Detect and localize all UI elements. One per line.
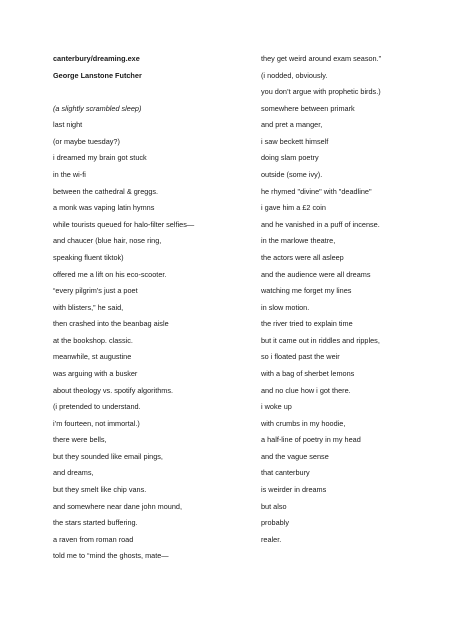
verse-line: about theology vs. spotify algorithms.	[53, 385, 174, 395]
verse-line: the river tried to explain time	[261, 319, 353, 329]
poem-author: George Lanstone Futcher	[53, 70, 142, 80]
verse-line: a half-line of poetry in my head	[261, 435, 361, 445]
stanza-spacer	[53, 84, 243, 101]
verse-line: (or maybe tuesday?)	[53, 136, 120, 146]
verse-line: somewhere between primark	[261, 103, 355, 113]
verse-line: is weirder in dreams	[261, 485, 327, 495]
verse-line: with crumbs in my hoodie,	[261, 418, 346, 428]
poem-subtitle: (a slightly scrambled sleep)	[53, 103, 142, 113]
verse-line: they get weird around exam season.”	[261, 54, 382, 63]
verse-line: but it came out in riddles and ripples,	[261, 335, 380, 345]
verse-line: a monk was vaping latin hymns	[53, 203, 155, 213]
verse-line: the actors were all asleep	[261, 252, 344, 262]
verse-line: and somewhere near dane john mound,	[53, 501, 182, 511]
verse-line: “every pilgrim’s just a poet	[53, 286, 138, 296]
verse-line: that canterbury	[261, 468, 310, 478]
poem-right-column	[261, 51, 456, 548]
verse-line: there were bells,	[53, 435, 107, 445]
verse-line: he rhymed "divine" with "deadline"	[261, 186, 372, 196]
verse-line: offered me a lift on his eco-scooter.	[53, 269, 167, 279]
verse-line: speaking fluent tiktok)	[53, 252, 124, 262]
verse-line: but also	[261, 501, 287, 511]
verse-line: i gave him a £2 coin	[261, 203, 326, 213]
verse-line: but they smelt like chip vans.	[53, 485, 147, 495]
verse-line: so i floated past the weir	[261, 352, 340, 362]
verse-line: and pret a manger,	[261, 120, 323, 130]
verse-line: in the marlowe theatre,	[261, 236, 336, 246]
verse-line: watching me forget my lines	[261, 286, 352, 296]
verse-line: i’m fourteen, not immortal.)	[53, 418, 140, 428]
verse-line: doing slam poetry	[261, 153, 319, 163]
verse-line: meanwhile, st augustine	[53, 352, 132, 362]
poem-left-column	[53, 51, 243, 565]
verse-line: then crashed into the beanbag aisle	[53, 319, 169, 329]
verse-line: told me to “mind the ghosts, mate—	[53, 551, 169, 561]
verse-line: last night	[53, 120, 83, 130]
verse-line: (i pretended to understand.	[53, 402, 141, 412]
verse-line: you don’t argue with prophetic birds.)	[261, 87, 381, 97]
verse-line: and he vanished in a puff of incense.	[261, 219, 380, 229]
verse-line: at the bookshop. classic.	[53, 335, 133, 345]
verse-line: and dreams,	[53, 468, 94, 478]
verse-line: between the cathedral & greggs.	[53, 186, 159, 196]
verse-line: with a bag of sherbet lemons	[261, 368, 355, 378]
verse-line: and chaucer (blue hair, nose ring,	[53, 236, 162, 246]
verse-line: realer.	[261, 534, 282, 544]
verse-line: in the wi-fi	[53, 170, 86, 180]
verse-line: but they sounded like email pings,	[53, 451, 163, 461]
verse-line: and the audience were all dreams	[261, 269, 371, 279]
verse-line: and no clue how i got there.	[261, 385, 351, 395]
verse-line: in slow motion.	[261, 302, 310, 312]
verse-line: and the vague sense	[261, 451, 329, 461]
verse-line: with blisters,” he said,	[53, 302, 124, 312]
verse-line: outside (some ivy).	[261, 170, 323, 180]
verse-line: i woke up	[261, 402, 292, 412]
right-verse-lines	[261, 51, 456, 548]
verse-line: the stars started buffering.	[53, 518, 138, 528]
left-verse-lines	[53, 117, 243, 565]
verse-line: was arguing with a busker	[53, 368, 138, 378]
verse-line: while tourists queued for halo-filter selfies—	[53, 219, 195, 229]
verse-line: a raven from roman road	[53, 534, 134, 544]
verse-line: i saw beckett himself	[261, 136, 329, 146]
poem-title: canterbury/dreaming.exe	[53, 54, 140, 63]
verse-line: (i nodded, obviously.	[261, 70, 328, 80]
verse-line: probably	[261, 518, 289, 528]
verse-line: i dreamed my brain got stuck	[53, 153, 147, 163]
